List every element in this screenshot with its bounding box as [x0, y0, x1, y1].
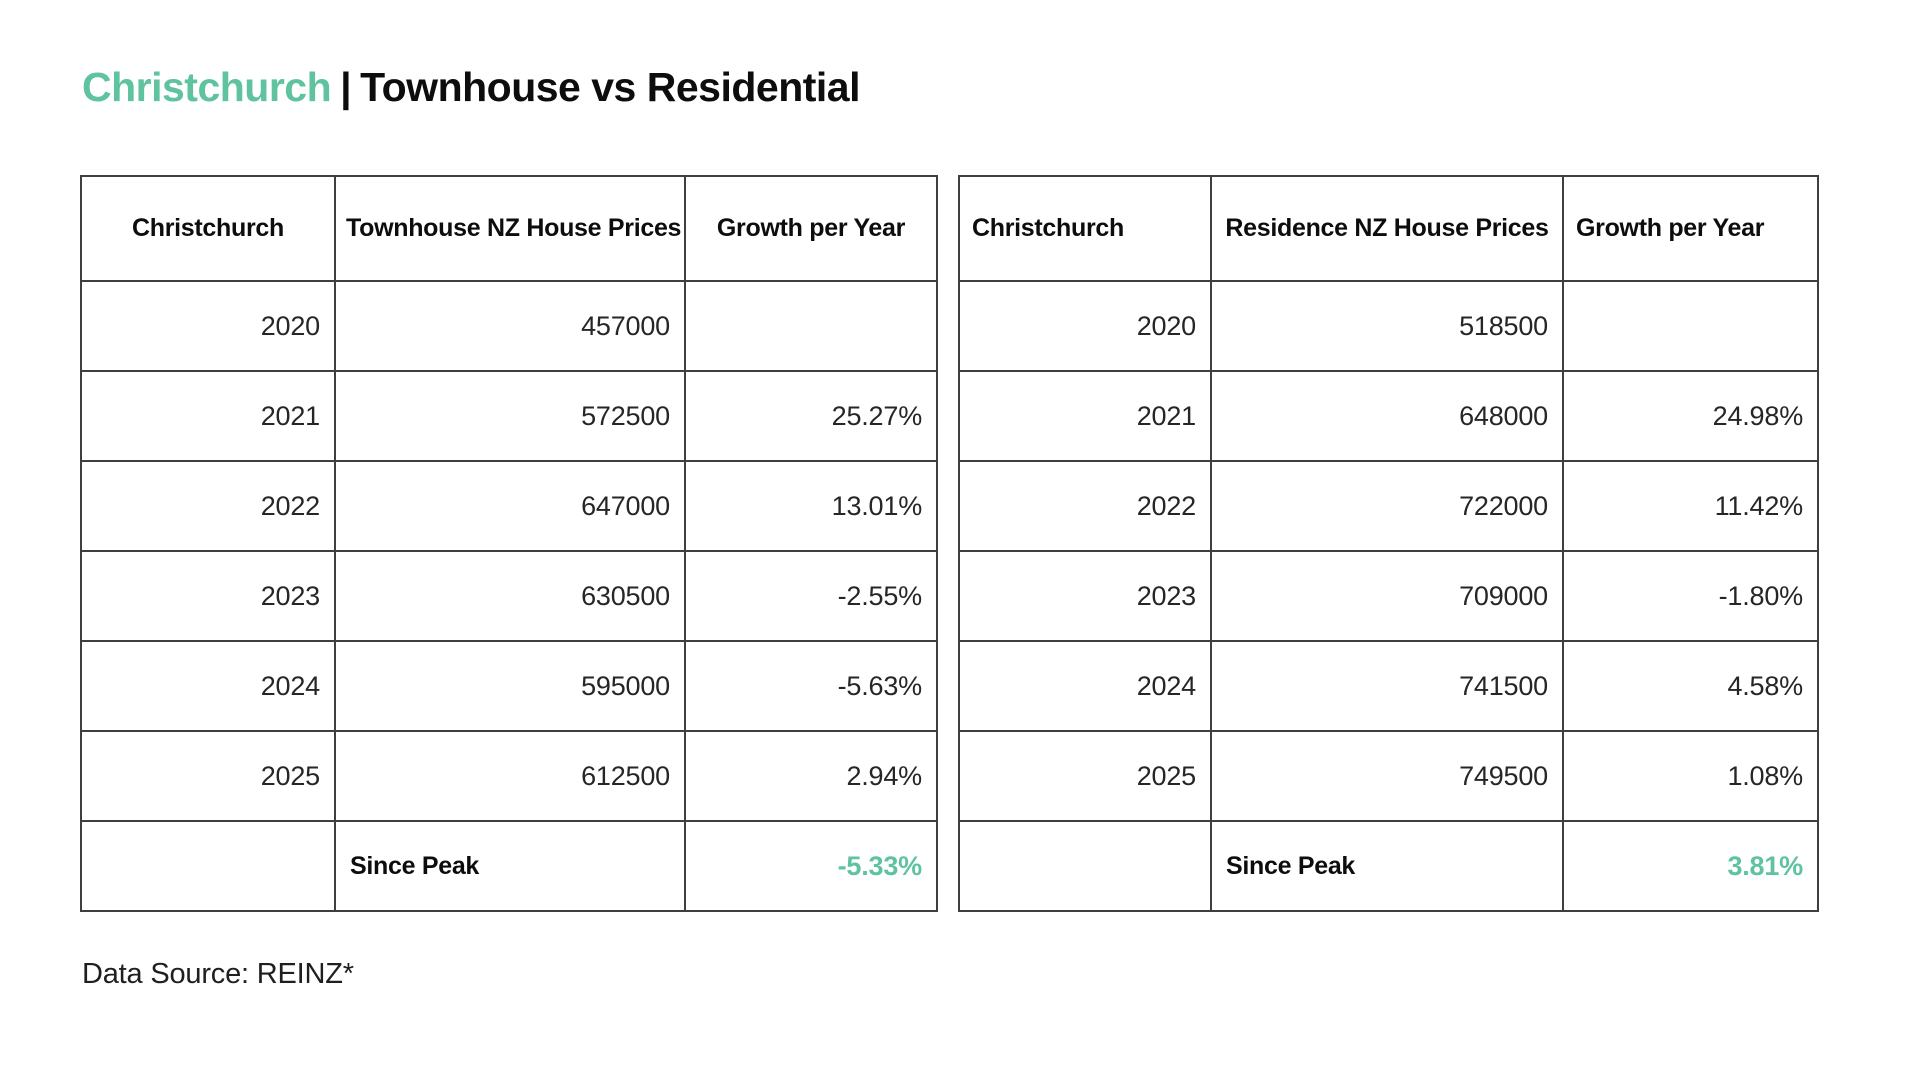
empty-cell — [81, 821, 335, 911]
since-peak-value: -5.33% — [685, 821, 937, 911]
price-cell: 722000 — [1211, 461, 1563, 551]
title-city: Christchurch — [82, 64, 332, 110]
since-peak-row — [959, 821, 1818, 911]
growth-cell: 1.08% — [1563, 731, 1818, 821]
townhouse-table — [80, 175, 938, 912]
price-cell: 518500 — [1211, 281, 1563, 371]
tables-container — [80, 175, 1920, 912]
residence-col-price: Residence NZ House Prices — [1211, 176, 1563, 281]
townhouse-col-city: Christchurch — [81, 176, 335, 281]
table-row — [81, 281, 937, 371]
source-note: Data Source: REINZ* — [82, 958, 354, 990]
price-cell: 612500 — [335, 731, 685, 821]
table-row — [959, 371, 1818, 461]
table-row — [81, 731, 937, 821]
year-cell: 2022 — [959, 461, 1211, 551]
growth-cell: -2.55% — [685, 551, 937, 641]
year-cell: 2023 — [959, 551, 1211, 641]
table-row — [959, 551, 1818, 641]
table-row — [959, 731, 1818, 821]
year-cell: 2024 — [959, 641, 1211, 731]
price-cell: 741500 — [1211, 641, 1563, 731]
price-cell: 709000 — [1211, 551, 1563, 641]
table-row — [959, 641, 1818, 731]
growth-cell: 24.98% — [1563, 371, 1818, 461]
table-row — [81, 371, 937, 461]
empty-cell — [959, 821, 1211, 911]
residence-col-city: Christchurch — [959, 176, 1211, 281]
year-cell: 2020 — [81, 281, 335, 371]
growth-cell: -5.63% — [685, 641, 937, 731]
growth-cell: 2.94% — [685, 731, 937, 821]
price-cell: 749500 — [1211, 731, 1563, 821]
since-peak-label: Since Peak — [1211, 821, 1563, 911]
growth-cell — [685, 281, 937, 371]
table-row — [959, 461, 1818, 551]
growth-cell: 4.58% — [1563, 641, 1818, 731]
growth-cell: 13.01% — [685, 461, 937, 551]
table-row — [81, 461, 937, 551]
year-cell: 2025 — [81, 731, 335, 821]
townhouse-header-row — [81, 176, 937, 281]
year-cell: 2020 — [959, 281, 1211, 371]
growth-cell — [1563, 281, 1818, 371]
year-cell: 2023 — [81, 551, 335, 641]
table-row — [81, 551, 937, 641]
table-row — [81, 641, 937, 731]
since-peak-value: 3.81% — [1563, 821, 1818, 911]
year-cell: 2021 — [959, 371, 1211, 461]
year-cell: 2021 — [81, 371, 335, 461]
townhouse-col-price: Townhouse NZ House Prices — [335, 176, 685, 281]
price-cell: 648000 — [1211, 371, 1563, 461]
page-title — [82, 64, 1920, 110]
growth-cell: 11.42% — [1563, 461, 1818, 551]
since-peak-row — [81, 821, 937, 911]
since-peak-label: Since Peak — [335, 821, 685, 911]
residence-header-row — [959, 176, 1818, 281]
price-cell: 630500 — [335, 551, 685, 641]
residence-table — [958, 175, 1819, 912]
growth-cell: 25.27% — [685, 371, 937, 461]
residence-col-growth: Growth per Year — [1563, 176, 1818, 281]
title-separator: | — [340, 64, 352, 110]
year-cell: 2024 — [81, 641, 335, 731]
price-cell: 572500 — [335, 371, 685, 461]
growth-cell: -1.80% — [1563, 551, 1818, 641]
table-row — [959, 281, 1818, 371]
price-cell: 647000 — [335, 461, 685, 551]
price-cell: 595000 — [335, 641, 685, 731]
title-subject: Townhouse vs Residential — [360, 64, 860, 110]
price-cell: 457000 — [335, 281, 685, 371]
townhouse-col-growth: Growth per Year — [685, 176, 937, 281]
year-cell: 2025 — [959, 731, 1211, 821]
year-cell: 2022 — [81, 461, 335, 551]
